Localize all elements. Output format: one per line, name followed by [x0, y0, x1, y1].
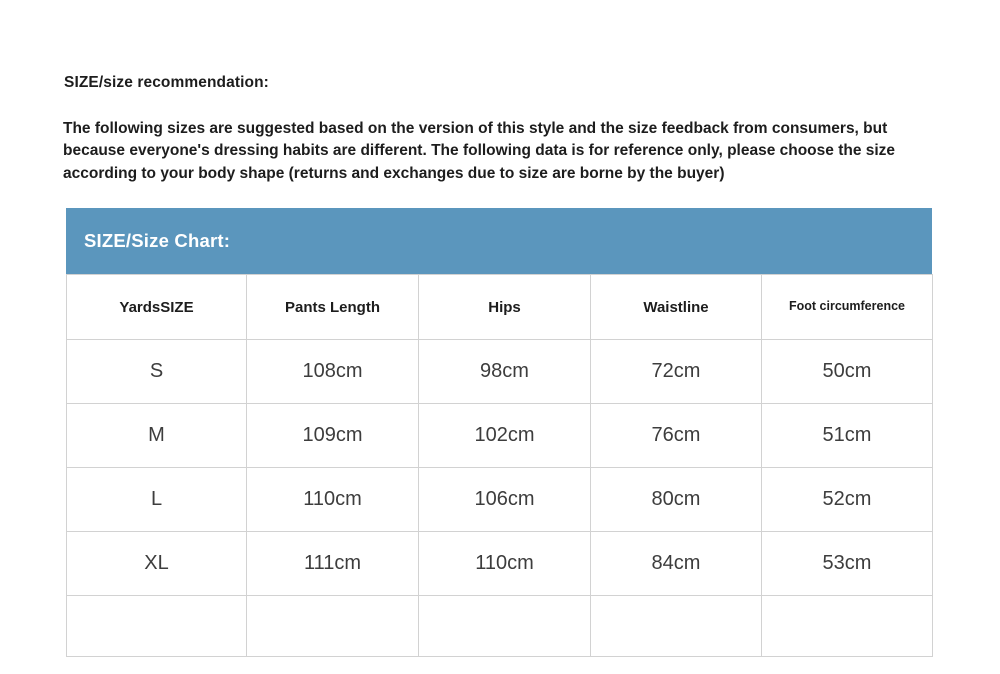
size-chart: [66, 208, 932, 657]
table-header-row: [67, 275, 933, 340]
cell-size: S: [67, 340, 247, 404]
size-chart-header: [66, 208, 932, 274]
cell-foot-circumference: [762, 596, 933, 657]
cell-waistline: [591, 596, 762, 657]
cell-size: L: [67, 468, 247, 532]
table-row: [67, 532, 933, 596]
column-header-waistline: Waistline: [591, 275, 762, 340]
cell-pants-length: [247, 596, 419, 657]
cell-hips: [419, 596, 591, 657]
table-row: [67, 468, 933, 532]
cell-hips: 102cm: [419, 404, 591, 468]
cell-foot-circumference: 50cm: [762, 340, 933, 404]
column-header-foot-circumference: Foot circumference: [762, 275, 933, 340]
cell-foot-circumference: 51cm: [762, 404, 933, 468]
size-chart-title: SIZE/Size Chart:: [84, 230, 231, 251]
cell-waistline: 84cm: [591, 532, 762, 596]
cell-waistline: 76cm: [591, 404, 762, 468]
cell-foot-circumference: 53cm: [762, 532, 933, 596]
cell-size: M: [67, 404, 247, 468]
cell-foot-circumference: 52cm: [762, 468, 933, 532]
column-header-hips: Hips: [419, 275, 591, 340]
size-table: [66, 274, 933, 657]
intro-paragraph: The following sizes are suggested based on the version of this style and the size feedback from consumers, but because everyone's dressing habits are different. The following data is for reference only, please choose the size according to your body shape (returns and exchanges due to size are borne by the buyer): [63, 120, 896, 182]
cell-hips: 106cm: [419, 468, 591, 532]
cell-pants-length: 111cm: [247, 532, 419, 596]
cell-waistline: 80cm: [591, 468, 762, 532]
column-header-pants-length: Pants Length: [247, 275, 419, 340]
cell-pants-length: 110cm: [247, 468, 419, 532]
column-header-yards-size: YardsSIZE: [67, 275, 247, 340]
cell-hips: 98cm: [419, 340, 591, 404]
page-title: SIZE/size recommendation:: [64, 74, 269, 91]
cell-size: XL: [67, 532, 247, 596]
cell-pants-length: 108cm: [247, 340, 419, 404]
table-row: [67, 596, 933, 657]
cell-hips: 110cm: [419, 532, 591, 596]
cell-size: [67, 596, 247, 657]
cell-waistline: 72cm: [591, 340, 762, 404]
table-row: [67, 340, 933, 404]
cell-pants-length: 109cm: [247, 404, 419, 468]
table-row: [67, 404, 933, 468]
